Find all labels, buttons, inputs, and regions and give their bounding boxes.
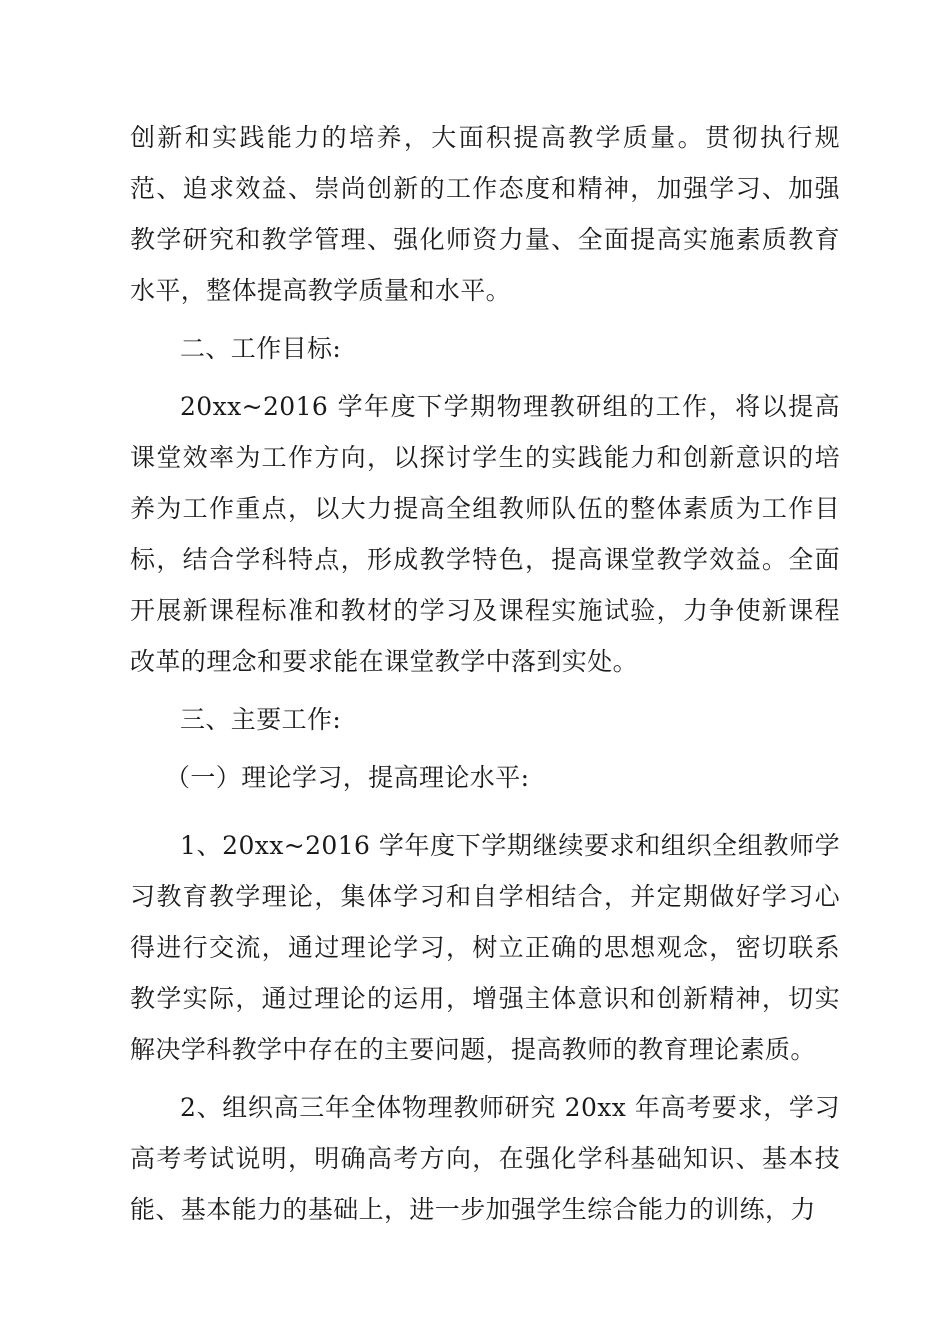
paragraph-goals: 20xx~2016 学年度下学期物理教研组的工作，将以提高课堂效率为工作方向，以探讨学生的实践能力和创新意识的培养为工作重点，以大力提高全组教师队伍的整体素质为工作目标，结合学科特点，形成教学特色，提高课堂教学效益。全面开展新课程标准和教材的学习及课程实施试验，力争使新课程改革的理念和要求能在课堂教学中落到实处。 xyxy=(130,392,840,676)
paragraph-item-2: 2、组织高三年全体物理教师研究 20xx 年高考要求，学习高考考试说明，明确高考方向，在强化学科基础知识、基本技能、基本能力的基础上，进一步加强学生综合能力的训练，力 xyxy=(130,1093,840,1224)
paragraph-continued: 创新和实践能力的培养，大面积提高教学质量。贯彻执行规范、追求效益、崇尚创新的工作态度和精神，加强学习、加强教学研究和教学管理、强化师资力量、全面提高实施素质教育水平，整体提高教学质量和水平。 xyxy=(130,123,840,305)
paragraph-item-1: 1、20xx~2016 学年度下学期继续要求和组织全组教师学习教育教学理论，集体学习和自学相结合，并定期做好学习心得进行交流，通过理论学习，树立正确的思想观念，密切联系教学实际，通过理论的运用，增强主体意识和创新精神，切实解决学科教学中存在的主要问题，提高教师的教育理论素质。 xyxy=(130,831,840,1064)
document-body xyxy=(130,112,840,1242)
subsection-heading-theory: （一）理论学习，提高理论水平: xyxy=(165,763,530,792)
section-heading-goals: 二、工作目标: xyxy=(180,334,342,363)
section-heading-main-work: 三、主要工作: xyxy=(180,705,342,734)
